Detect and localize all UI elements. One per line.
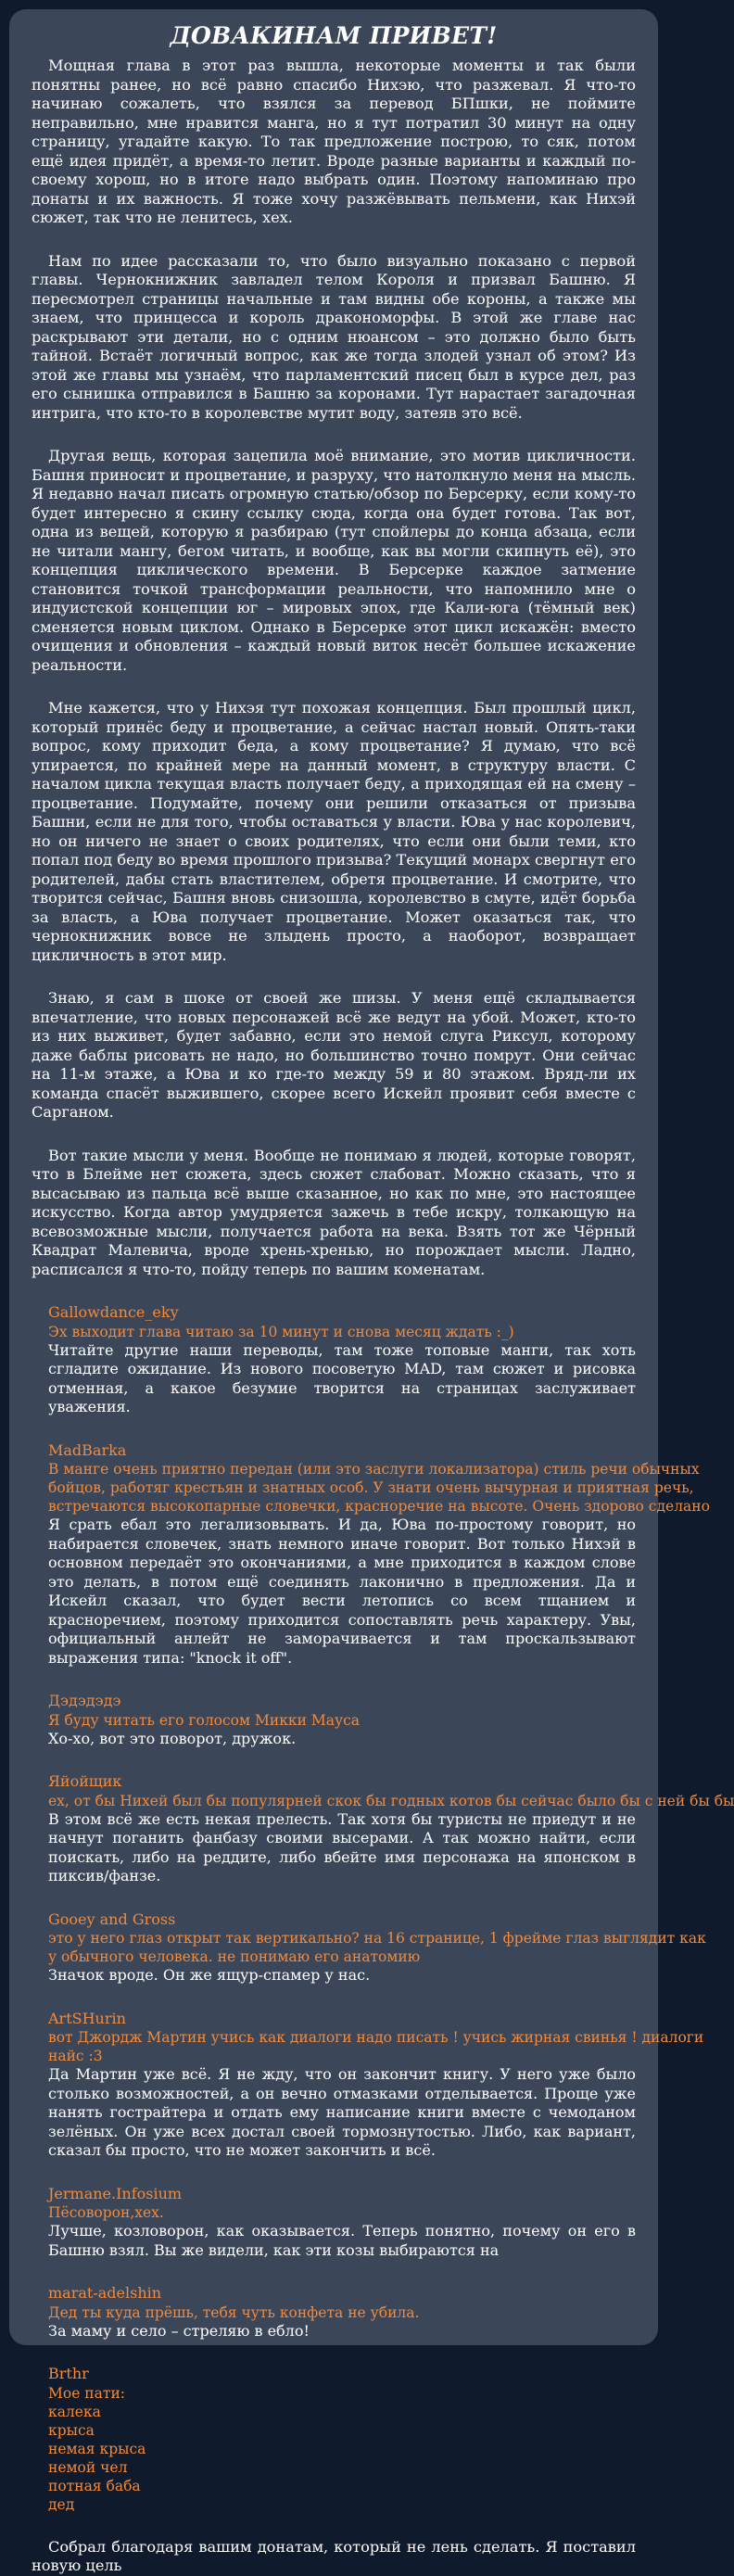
comment-quote [32, 1323, 636, 1341]
comment-reply: Лучше, козловорон, как оказывается. Теперь понятно, почему он его в Башню взял. Вы же видели, как эти козы выбираются на [48, 2222, 636, 2259]
post-title: ДОВАКИНАМ ПРИВЕТ! [170, 22, 498, 49]
comment-quote-line: найс :3 [48, 2048, 103, 2064]
comment-quote-line: немой чел [48, 2458, 128, 2476]
paragraph-2: Нам по идее рассказали то, что было визуально показано с первой главы. Чернокнижник завладел телом Короля и призвал Башню. Я пересмотрел страницы начальные и там видны обе короны, а также мы знаем, что принцесса и король дракономорфы. В этой же главе нас раскрывают эти детали, но с одним нюансом – это должно было быть тайной. Встаёт логичный вопрос, как же тогда злодей узнал об этом? Из этой же главы мы узнаём, что парламентский писец был в курсе дел, раз его сынишка отправился в Башню за коронами. Тут нарастает загадочная интрига, что кто-то в королевстве мутит воду, затеяв это всё. [32, 251, 636, 422]
comment-quote [32, 2028, 704, 2065]
comment-quote [32, 2384, 636, 2514]
comment-quote-line: калека [48, 2403, 101, 2420]
comment-quote [32, 1711, 636, 1730]
paragraph-1: Мощная глава в этот раз вышла, некоторые моменты и так были понятны ранее, но всё равно спасибо Нихэю, что разжевал. Я что-то начинаю сожалеть, что взялся за перевод БПшки, не поймите неправильно, мне нравится манга, но я тут потратил 30 минут на одну страницу, угадайте какую. То так предложение построю, то сяк, потом ещё идея придёт, а время-то летит. Вроде разные варианты и каждый по-своему хорош, но в итоге надо выбрать один. Поэтому напоминаю про донаты и их важность. Я тоже хочу разжёвывать пельмени, как Нихэй сюжет, так что не ленитесь, хех. [32, 57, 636, 226]
comment-block [32, 1772, 734, 1886]
comment-reply: Да Мартин уже всё. Я не жду, что он закончит книгу. У него уже было столько возможностей, а он вечно отмазками отделывается. Проще уже нанять гострайтера и отдать ему написание книги вместе с чемоданом зелёных. Он уже всех достал своей тормознутостью. Либо, как вариант, сказал бы просто, что не может закончить и всё. [48, 2065, 636, 2159]
comment-reply: Хо-хо, вот это поворот, дружок. [48, 1729, 297, 1747]
comment-quote-line: вот Джордж Мартин учись как диалоги надо писать ! учись жирная свинья ! диалоги [48, 2029, 704, 2046]
comment-author: Дэдэдэдэ [48, 1692, 121, 1709]
comment-block [32, 2185, 636, 2261]
comment-block [32, 1692, 636, 1748]
comment-quote-line: Дед ты куда прёшь, тебя чуть конфета не убила. [48, 2303, 420, 2321]
comment-block [32, 2365, 636, 2514]
post-card [9, 9, 734, 2574]
comment-quote [32, 2303, 636, 2322]
comment-block [32, 2009, 704, 2161]
comment-block [32, 1440, 710, 1669]
comment-author: Brthr [48, 2365, 89, 2382]
paragraph-6: Вот такие мысли у меня. Вообще не понимаю я людей, которые говорят, что в Блейме нет сюжета, здесь сюжет слабоват. Можно сказать, что я высасываю из пальца всё выше сказанное, но как по мне, это настоящее искусство. Когда автор умудряется зажечь в тебе искру, толкающую на всевозможные мысли, получается работа на века. Взять тот же Чёрный Квадрат Малевича, вроде хрень-хренью, но порождает мысли. Ладно, расписался я что-то, пойду теперь по вашим коменатам. [32, 1146, 636, 1278]
comment-quote [32, 2203, 636, 2222]
paragraph-3: Другая вещь, которая зацепила моё внимание, это мотив цикличности. Башня приносит и процветание, и разруху, что натолкнуло меня на мысль. Я недавно начал писать огромную статью/обзор по Берсерку, если кому-то будет интересно я скину ссылку сюда, когда она будет готова. Так вот, одна из вещей, которую я разбираю (тут спойлеры до конца абзаца, если не читали мангу, бегом читать, и вообще, как вы могли скипнуть её), это концепция циклического времени. В Берсерке каждое затмение становится точкой трансформации реальности, что напомнило мне о индуистской концепции юг – мировых эпох, где Кали-юга (тёмный век) сменяется новым циклом. Однако в Берсерке этот цикл искажён: вместо очищения и обновления – каждый новый виток несёт большее искажение реальности. [32, 447, 636, 674]
comment-author: Яйойщик [48, 1772, 122, 1790]
trailing-text: Собрал благодаря вашим донатам, который не лень сделать. Я поставил новую цель [32, 2537, 636, 2574]
comment-author: marat-adelshin [48, 2284, 162, 2302]
comment-author: Jermane.Infosium [48, 2184, 183, 2202]
comment-quote-line: это у него глаз открыт так вертикально? на 16 странице, 1 фрейме глаз выглядит как [48, 1930, 706, 1947]
comment-reply: Я срать ебал это легализовывать. И да, Юва по-простому говорит, но набирается словечек, знать немного иначе говорит. Вот только Нихэй в основном передаёт это окончаниями, а мне приходится в каждом слове это делать, в потом ещё соединять лаконично в предложения. Да и Искейл сказал, что будет вести летопись со всем тщанием и красноречием, поэтому приходится сопоставлять речь характеру. Увы, официальный анлейт не заморачивается и там проскальзывают выражения типа: "knock it off". [48, 1516, 636, 1667]
comment-quote [32, 1929, 706, 1966]
comment-author: MadBarka [48, 1440, 127, 1459]
comment-block [32, 1910, 706, 1986]
comment-author: Gooey and Gross [48, 1910, 176, 1928]
comment-reply: За маму и село – стреляю в ебло! [48, 2321, 310, 2340]
comment-quote-line: потная баба [48, 2477, 141, 2494]
comment-reply: Значок вроде. Он же ящур-спамер у нас. [48, 1966, 371, 1984]
comment-quote-line: Я буду читать его голосом Микки Мауса [48, 1711, 360, 1729]
comment-quote-line: у обычного человека. не понимаю его анатомию [48, 1948, 421, 1965]
comment-reply: В этом всё же есть некая прелесть. Так хотя бы туристы не приедут и не начнут поганить фанбазу своими высерами. А так можно найти, если поискать, либо на реддите, либо вбейте имя персонажа на японском в пиксив/фанзе. [48, 1809, 636, 1884]
comment-quote-line: Мое пати: [48, 2384, 126, 2402]
comment-block [32, 1303, 636, 1417]
comment-author: Gallowdance_eky [48, 1303, 179, 1321]
comment-quote-line: В манге очень приятно передан (или это заслуги локализатора) стиль речи обычных [48, 1461, 700, 1478]
comment-quote-line: дед [48, 2495, 75, 2513]
comment-quote [32, 1792, 734, 1810]
comment-quote-line: встречаются высокопарные словечки, красноречие на высоте. Очень здорово сделано [48, 1498, 710, 1515]
comment-quote-line: Пёсоворон,хех. [48, 2204, 164, 2221]
comment-reply: Читайте другие наши переводы, там тоже топовые манги, так хоть сгладите ожидание. Из нового посоветую MAD, там сюжет и рисовка отменная, а какое безумие творится на страницах заслуживает уважения. [48, 1340, 636, 1415]
paragraph-5: Знаю, я сам в шоке от своей же шизы. У меня ещё складывается впечатление, что новых персонажей всё же ведут на убой. Может, кто-то из них выживет, будет забавно, если это немой слуга Риксул, которому даже баблы рисовать не надо, но большинство точно помрут. Они сейчас на 11-м этаже, а Юва и ко где-то между 59 и 80 этажом. Вряд-ли их команда спасёт выжившего, скорее всего Искейл проявит себя вместе с Сарганом. [32, 989, 636, 1121]
comment-quote-line: Эх выходит глава читаю за 10 минут и снова месяц ждать :_) [48, 1323, 514, 1340]
paragraph-4: Мне кажется, что у Нихэя тут похожая концепция. Был прошлый цикл, который принёс беду и процветание, а сейчас настал новый. Опять-таки вопрос, кому приходит беда, а кому процветание? Я думаю, что всё упирается, по крайней мере на данный момент, в структуру власти. С началом цикла текущая власть получает беду, а приходящая ей на смену – процветание. Подумайте, почему они решили отказаться от призыва Башни, если не для того, чтобы оставаться у власти. Юва у нас королевич, но он ничего не знает о своих родителях, что если они были теми, кто попал под беду во время прошлого призыва? Текущий монарх свергнут его родителей, дабы стать властителем, обретя процветание. И смотрите, что творится сейчас, Башня вновь снизошла, королевство в смуте, идёт борьба за власть, а Юва получает процветание. Может оказаться так, что чернокнижник вовсе не злыдень просто, а наоборот, возвращает цикличность в этот мир. [32, 699, 636, 964]
comment-quote [32, 1460, 710, 1516]
comment-quote-line: крыса [48, 2421, 95, 2439]
comment-quote-line: бойцов, работяг крестьян и знатных особ. У знати очень вычурная и приятная речь, [48, 1479, 694, 1496]
comment-block [32, 2284, 636, 2341]
comment-quote-line: ex, от бы Нихей был бы популярней скок бы годных котов бы сейчас было бы с ней бы бы [48, 1792, 734, 1809]
comment-quote-line: немая крыса [48, 2440, 146, 2457]
comment-author: ArtSHurin [48, 2009, 126, 2027]
